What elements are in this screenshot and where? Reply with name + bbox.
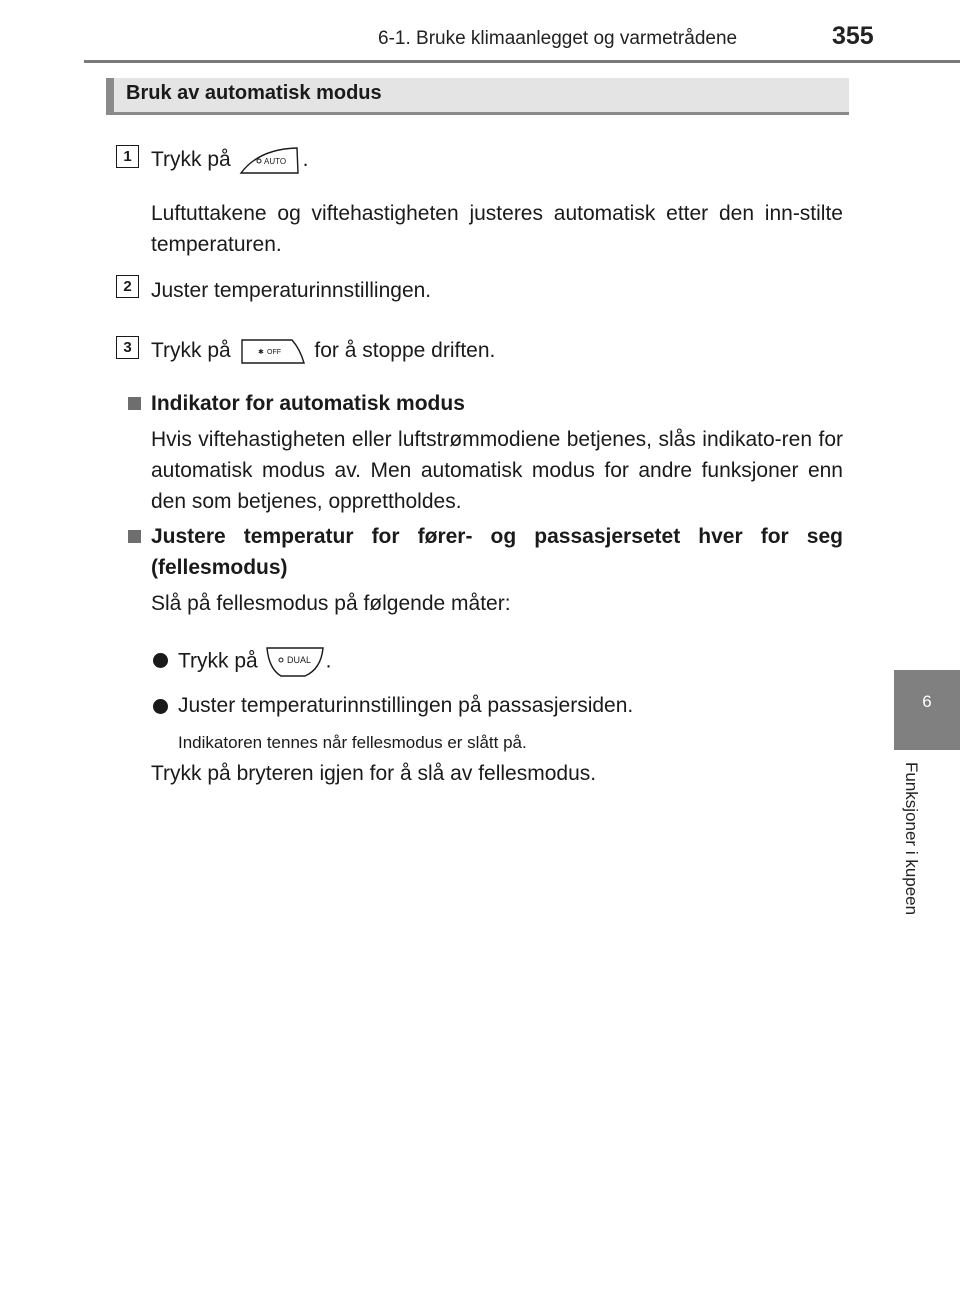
step-1-suffix: . (302, 148, 309, 171)
header-divider (84, 60, 960, 63)
square-bullet (128, 397, 141, 410)
dual-button-icon (265, 645, 325, 679)
dual-bullet-2: Juster temperaturinnstillingen på passasjersiden. (178, 694, 634, 717)
section-title: Bruk av automatisk modus (126, 82, 382, 104)
dual-note: Indikatoren tennes når fellesmodus er slått på. (178, 733, 527, 752)
auto-button-label: AUTO (263, 157, 286, 167)
dual-bullet-1-suffix: . (325, 649, 332, 673)
step-badge-1: 1 (116, 145, 139, 168)
round-bullet (153, 653, 168, 668)
chapter-title: 6-1. Bruke klimaanlegget og varmetrådene (378, 28, 738, 49)
dual-bullet-1-prefix: Trykk på (178, 649, 258, 673)
svg-text:✱: ✱ (257, 349, 264, 357)
section-header-bar (106, 78, 114, 112)
step-3-prefix: Trykk på (151, 339, 231, 362)
off-button-label: OFF (266, 349, 281, 357)
indicator-heading: Indikator for automatisk modus (151, 392, 465, 415)
step-3-suffix: for å stoppe driften. (314, 339, 496, 362)
dual-button-label: DUAL (286, 655, 311, 665)
step-badge-2: 2 (116, 275, 139, 298)
step-2-text: Juster temperaturinnstillingen. (151, 279, 432, 302)
dual-intro: Slå på fellesmodus på følgende måter: (151, 592, 511, 615)
dual-heading: Justere temperatur for fører- og passasjersetet hver for seg (fellesmodus) (151, 525, 843, 579)
chapter-tab-label: Funksjoner i kupeen (902, 762, 921, 916)
square-bullet (128, 530, 141, 543)
step-1-prefix: Trykk på (151, 148, 231, 171)
step-3-text (151, 336, 495, 366)
page-number: 355 (832, 22, 874, 50)
auto-button-icon (239, 145, 301, 175)
round-bullet (153, 699, 168, 714)
off-button-icon (240, 337, 306, 365)
indicator-body: Hvis viftehastigheten eller luftstrømmodiene betjenes, slås indikato-ren for automatisk modus av. Men automatisk modus for andre funksjoner enn den som betjenes, opprettholdes. (151, 428, 843, 513)
step-1-text (151, 145, 308, 175)
chapter-tab-number: 6 (922, 692, 932, 711)
step-1-note: Luftuttakene og viftehastigheten justeres automatisk etter den inn-stilte temperaturen. (151, 202, 843, 256)
step-badge-3: 3 (116, 336, 139, 359)
dual-off-text: Trykk på bryteren igjen for å slå av fellesmodus. (151, 762, 597, 785)
dual-bullet-1 (178, 645, 331, 679)
